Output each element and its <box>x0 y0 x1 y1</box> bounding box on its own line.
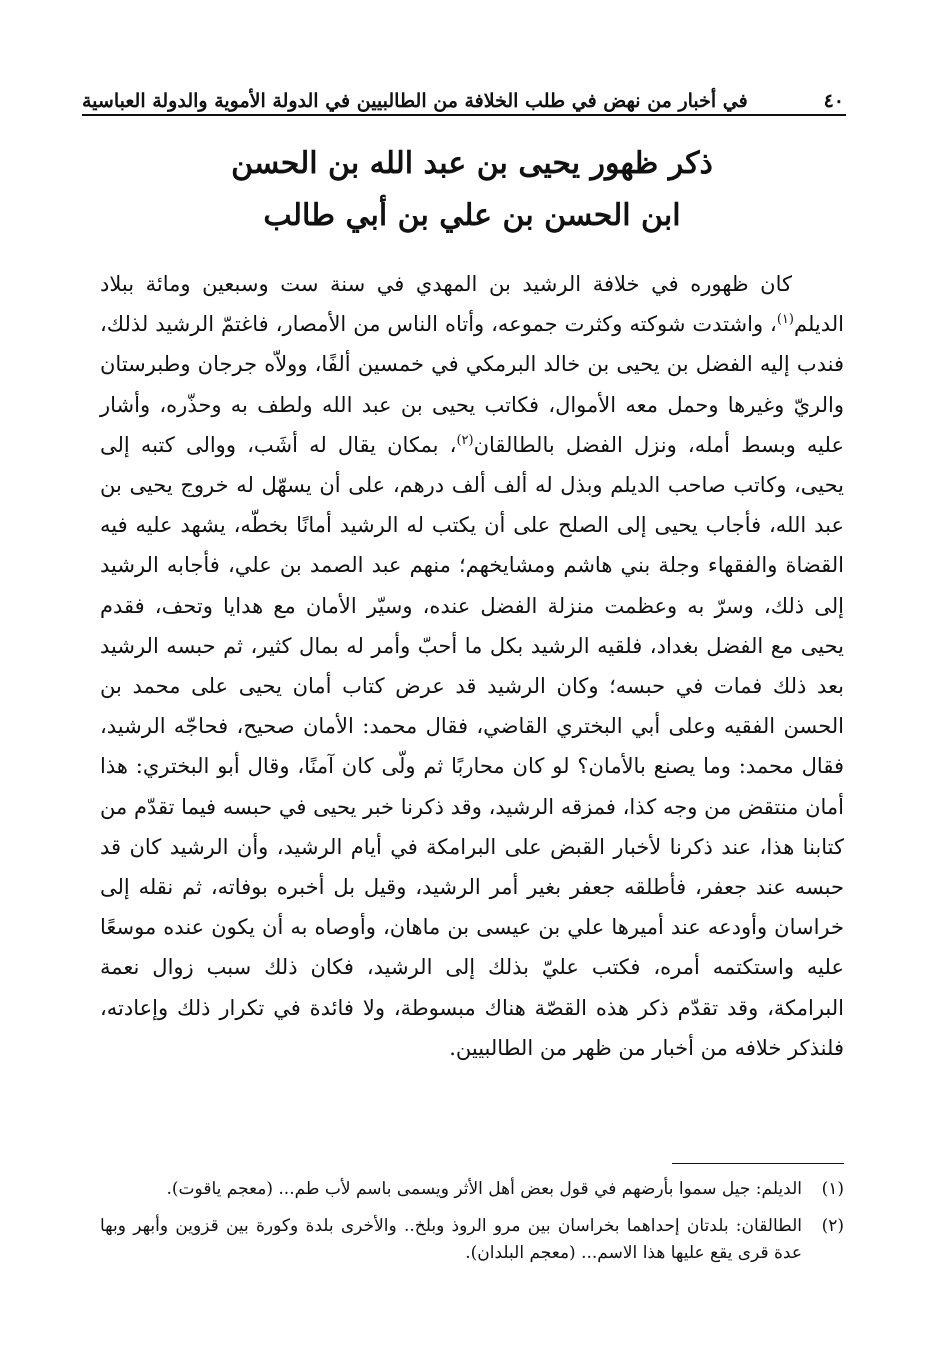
running-header <box>82 78 844 112</box>
footnote-divider <box>672 1163 844 1164</box>
header-divider <box>82 114 846 116</box>
running-title: في أخبار من نهض في طلب الخلافة من الطالبيين في الدولة الأموية والدولة العباسية <box>82 90 748 112</box>
footnote-ref-2[interactable]: (٢) <box>456 432 474 448</box>
body-text <box>100 264 844 1068</box>
footnote-text: الديلم: جيل سموا بأرضهم في قول بعض أهل الأثر ويسمى باسم لأب طم... (معجم ياقوت). <box>166 1179 802 1199</box>
footnote-ref-1[interactable]: (١) <box>776 312 794 328</box>
footnote-number: (٢) <box>821 1216 844 1236</box>
footnote-text: الطالقان: بلدتان إحداهما بخراسان بين مرو الروذ وبلخ.. والأخرى بلدة وكورة بين قزوين وأبهر وبها عدة قرى يقع عليها هذا الاسم... (معجم البلدان). <box>100 1216 802 1263</box>
footnote-number: (١) <box>821 1179 844 1199</box>
page-number: ٤٠ <box>823 90 844 112</box>
chapter-title-line-2: ابن الحسن بن علي بن أبي طالب <box>263 198 681 233</box>
body-paragraph <box>100 264 844 1068</box>
footnotes <box>100 1176 844 1277</box>
chapter-title-line-1: ذكر ظهور يحيى بن عبد الله بن الحسن <box>231 146 713 181</box>
body-text-part-3: ، بمكان يقال له أشَب، ووالى كتبه إلى يحيى، وكاتب صاحب الديلم وبذل له ألف ألف درهم، على أن يسهّل له خروج يحيى بن عبد الله، فأجاب يحيى إلى الصلح على أن يكتب له الرشيد أمانًا بخطّه، يشهد عليه فيه القضاة والفقهاء وجلة بني هاشم ومشايخهم؛ منهم عبد الصمد بن علي، فأجابه الرشيد إلى ذلك، وسرّ به وعظمت منزلة الفضل عنده، وسيّر الأمان مع هدايا وتحف، فقدم يحيى مع الفضل بغداد، فلقيه الرشيد بكل ما أحبّ وأمر له بمال كثير، ثم حبسه الرشيد بعد ذلك فمات في حبسه؛ وكان الرشيد قد عرض كتاب أمان يحيى على محمد بن الحسن الفقيه وعلى أبي البختري القاضي، فقال محمد: الأمان صحيح، فحاجّه الرشيد، فقال محمد: وما يصنع بالأمان؟ لو كان محاربًا ثم ولّى كان آمنًا، وقال أبو البختري: هذا أمان منتقض من وجه كذا، فمزقه الرشيد، وقد ذكرنا خبر يحيى في حبسه فيما تقدّم من كتابنا هذا، عند ذكرنا لأخبار القبض على البرامكة في أيام الرشيد، وأن الرشيد كان قد حبسه عند جعفر، فأطلقه جعفر بغير أمر الرشيد، وقيل بل أخبره بوفاته، ثم نقله إلى خراسان وأودعه عند أميرها علي بن عيسى بن ماهان، وأوصاه به أن يكون عنده موسعًا عليه واستكتمه أمره، فكتب عليّ بذلك إلى الرشيد، فكان ذلك سبب زوال نعمة البرامكة، وقد تقدّم ذكر هذه القصّة هناك مبسوطة، ولا فائدة في تكرار ذلك وإعادته، فلنذكر خلافه من أخبار من ظهر من الطالبيين. <box>100 432 844 1060</box>
footnote-2 <box>100 1213 844 1267</box>
body-text-part-2: ، واشتدت شوكته وكثرت جموعه، وأتاه الناس من الأمصار، فاغتمّ الرشيد لذلك، فندب إليه الفضل بن يحيى بن خالد البرمكي في خمسين ألفًا، وولاّه جرجان وطبرستان والريّ وغيرها وحمل معه الأموال، فكاتب يحيى بن عبد الله ولطف به وحذّره، وأشار عليه وبسط أمله، ونزل الفضل بالطالقان <box>100 312 845 457</box>
footnote-1 <box>100 1176 844 1203</box>
body-text-part-1: كان ظهوره في خلافة الرشيد بن المهدي في سنة ست وسبعين ومائة ببلاد الديلم <box>100 272 844 337</box>
chapter-title <box>120 138 824 242</box>
